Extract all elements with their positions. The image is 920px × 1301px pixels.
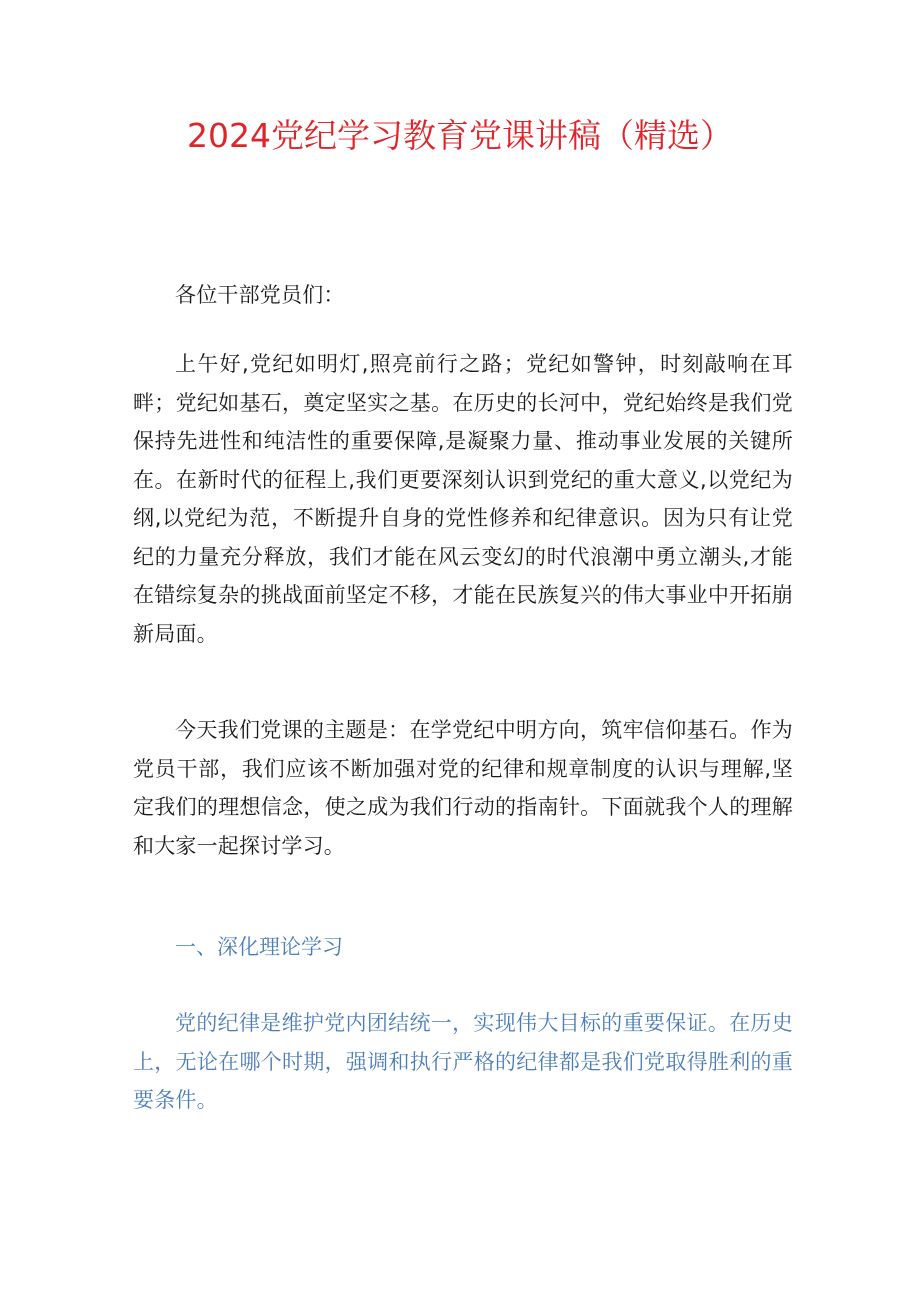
salutation: 各位干部党员们： bbox=[175, 283, 345, 307]
paragraph-greeting: 上午好,党纪如明灯,照亮前行之路；党纪如警钟，时刻敲响在耳畔；党纪如基石，奠定坚实之基。在历史的长河中，党纪始终是我们党保持先进性和纯洁性的重要保障,是凝聚力量、推动事业发展的关键所在。在新时代的征程上,我们更要深刻认识到党纪的重大意义,以党纪为纲,以党纪为范，不断提升自身的党性修养和纪律意识。因为只有让党纪的力量充分释放，我们才能在风云变幻的时代浪潮中勇立潮头,才能在错综复杂的挑战面前坚定不移，才能在民族复兴的伟大事业中开拓崩新局面。 bbox=[133, 352, 793, 646]
section-paragraph: 党的纪律是维护党内团结统一，实现伟大目标的重要保证。在历史上，无论在哪个时期，强调和执行严格的纪律都是我们党取得胜利的重要条件。 bbox=[133, 1011, 793, 1112]
section-heading: 一、深化理论学习 bbox=[175, 935, 343, 959]
document-title: 2024党纪学习教育党课讲稿（精选） bbox=[187, 116, 733, 155]
paragraph-theme: 今天我们党课的主题是：在学党纪中明方向，筑牢信仰基石。作为党员干部，我们应该不断加强对党的纪律和规章制度的认识与理解,坚定我们的理想信念，使之成为我们行动的指南针。下面就我个人的理解和大家一起探讨学习。 bbox=[133, 718, 793, 858]
